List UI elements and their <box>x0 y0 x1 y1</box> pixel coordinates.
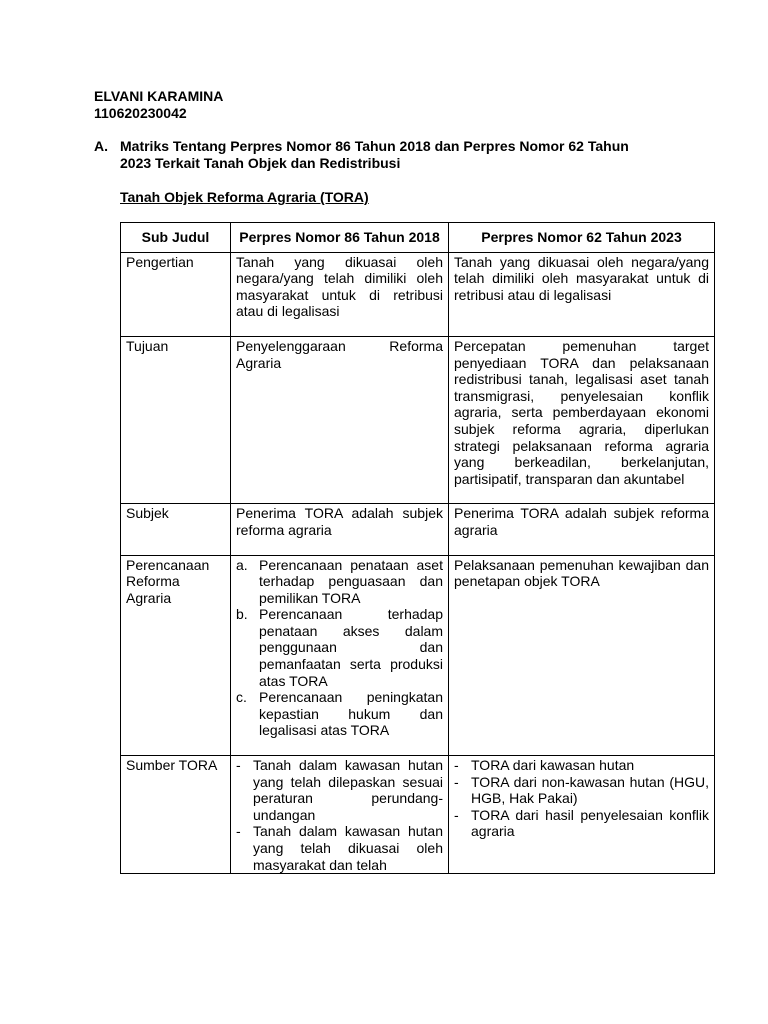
list-item <box>236 689 443 739</box>
list-item-text: TORA dari kawasan hutan <box>471 757 635 774</box>
list-item <box>236 557 443 607</box>
table-header-row <box>121 223 715 253</box>
list-item-text: TORA dari hasil penyelesaian konflik agraria <box>471 806 709 840</box>
author-block <box>94 88 223 122</box>
list-item <box>454 807 709 840</box>
list-marker: a. <box>236 556 248 573</box>
header-sub-judul: Sub Judul <box>121 223 231 253</box>
table-row <box>121 756 715 874</box>
cell-perpres-62: Tanah yang dikuasai oleh negara/yang telah dimiliki oleh masyarakat untuk di retribusi atau di legalisasi <box>449 252 715 336</box>
header-perpres-86: Perpres Nomor 86 Tahun 2018 <box>231 223 449 253</box>
list-item-text: Tanah dalam kawasan hutan yang telah dikuasai oleh masyarakat dan telah <box>253 823 443 873</box>
table-row <box>121 252 715 336</box>
cell-perpres-86: Penyelenggaraan Reforma Agraria <box>231 336 449 503</box>
table-row <box>121 336 715 503</box>
list-marker: - <box>454 757 459 774</box>
row-label: Sumber TORA <box>121 756 231 874</box>
list-item-text: Perencanaan penataan aset terhadap penguasaan dan pemilikan TORA <box>259 556 443 606</box>
cell-perpres-62: Pelaksanaan pemenuhan kewajiban dan penetapan objek TORA <box>449 555 715 756</box>
row-label: Perencanaan Reforma Agraria <box>121 555 231 756</box>
source-list-62 <box>454 757 709 840</box>
source-list-86 <box>236 757 443 873</box>
author-name: ELVANI KARAMINA <box>94 88 224 104</box>
list-item-text: Tanah dalam kawasan hutan yang telah dilepaskan sesuai peraturan perundang-undangan <box>253 757 443 823</box>
row-label: Pengertian <box>121 252 231 336</box>
cell-perpres-86: Penerima TORA adalah subjek reforma agraria <box>231 504 449 555</box>
list-item <box>454 757 709 774</box>
list-marker: - <box>454 806 459 823</box>
list-item <box>454 774 709 807</box>
table-row <box>121 504 715 555</box>
list-marker: c. <box>236 689 247 706</box>
section-heading <box>94 138 654 172</box>
list-marker: - <box>236 757 241 774</box>
section-title: Matriks Tentang Perpres Nomor 86 Tahun 2018 dan Perpres Nomor 62 Tahun 2023 Terkait Tanah Objek dan Redistribusi <box>120 138 629 171</box>
list-item-text: TORA dari non-kawasan hutan (HGU, HGB, Hak Pakai) <box>471 773 709 807</box>
cell-perpres-86 <box>231 555 449 756</box>
row-label: Subjek <box>121 504 231 555</box>
cell-perpres-62 <box>449 756 715 874</box>
list-item-text: Perencanaan terhadap penataan akses dalam penggunaan dan pemanfaatan serta produksi atas TORA <box>259 606 443 689</box>
list-marker: - <box>454 773 459 790</box>
subtitle: Tanah Objek Reforma Agraria (TORA) <box>120 189 369 205</box>
cell-perpres-86 <box>231 756 449 874</box>
table-row <box>121 555 715 756</box>
list-item <box>236 606 443 689</box>
list-item <box>236 823 443 873</box>
section-letter: A. <box>94 138 108 154</box>
list-marker: b. <box>236 606 248 623</box>
planning-list <box>236 557 443 740</box>
list-marker: - <box>236 823 241 840</box>
row-label: Tujuan <box>121 336 231 503</box>
cell-perpres-62: Percepatan pemenuhan target penyediaan TORA dan pelaksanaan redistribusi tanah, legalisasi aset tanah transmigrasi, penyelesaian konflik agraria, serta pemberdayaan ekonomi subjek reforma agraria, diperlukan strategi pelaksanaan reforma agraria yang berkeadilan, berkelanjutan, partisipatif, transparan dan akuntabel <box>449 336 715 503</box>
header-perpres-62: Perpres Nomor 62 Tahun 2023 <box>449 223 715 253</box>
comparison-table <box>120 222 715 874</box>
author-id: 110620230042 <box>94 105 187 121</box>
list-item <box>236 757 443 823</box>
cell-perpres-62: Penerima TORA adalah subjek reforma agraria <box>449 504 715 555</box>
list-item-text: Perencanaan peningkatan kepastian hukum dan legalisasi atas TORA <box>259 689 443 739</box>
cell-perpres-86: Tanah yang dikuasai oleh negara/yang telah dimiliki oleh masyarakat untuk di retribusi atau di legalisasi <box>231 252 449 336</box>
